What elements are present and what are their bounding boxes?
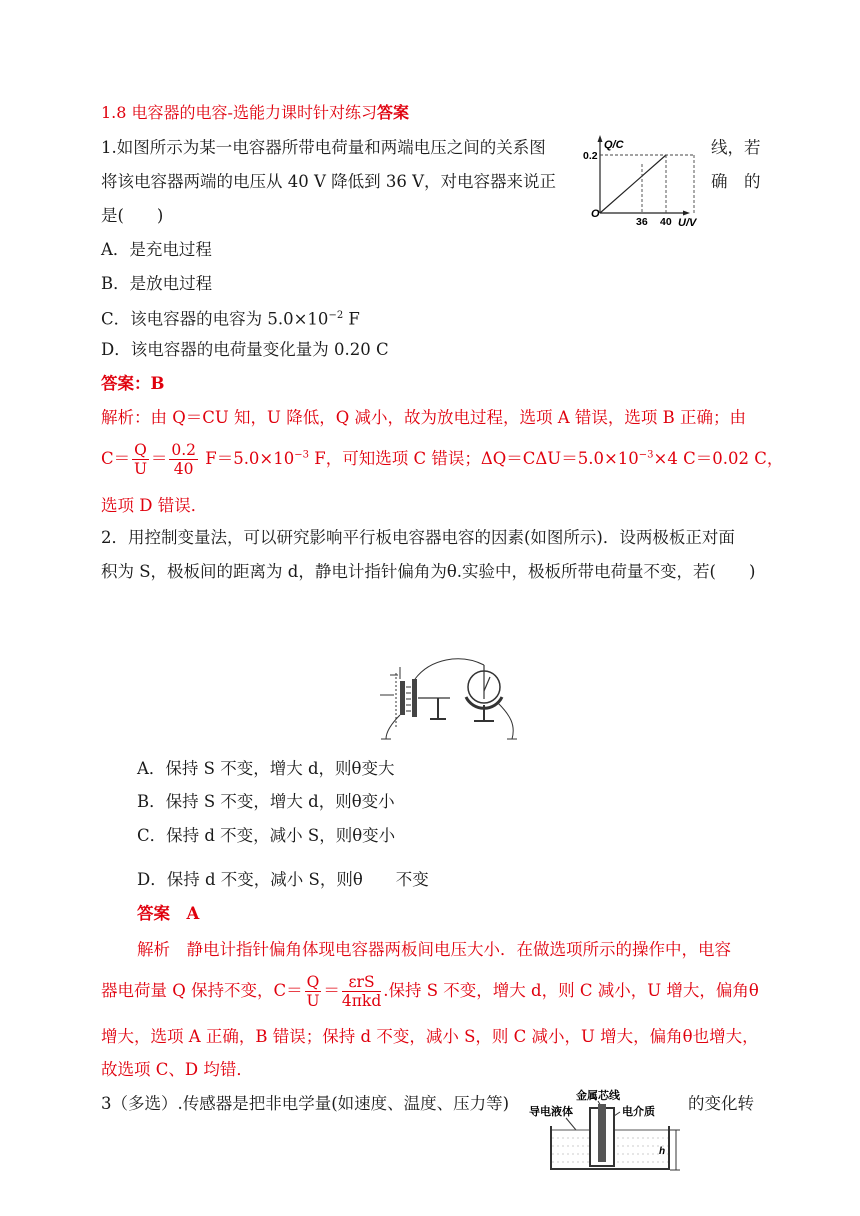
title-text: 1.8 电容器的电容-选能力课时针对练习 [101, 103, 377, 122]
q1-explanation-line-3: 选项 D 错误． [101, 496, 208, 515]
q3-label-dielectric: 电介质 [622, 1106, 655, 1118]
q1-exp2-post: ×4 C＝0.02 C， [653, 449, 784, 468]
frac-numerator: Q [306, 973, 320, 991]
fig-electrometer-needle [484, 677, 490, 691]
q3-label-h: h [659, 1146, 666, 1157]
q1-exp2-exponent-2: −3 [638, 449, 654, 461]
q1-exp2-mid2: F，可知选项 C 错误；ΔQ＝CΔU＝5.0×10 [309, 449, 639, 468]
frac-denominator: U [306, 992, 320, 1010]
q2-exp2-equals: ＝ [323, 981, 340, 1000]
q2-option-c: C．保持 d 不变，减小 S，则θ变小 [137, 826, 396, 845]
fig-wire [415, 659, 484, 679]
q2-exp2-post: .保持 S 不变，增大 d，则 C 减小，U 增大，偏角θ [383, 981, 759, 1000]
q2-fraction-q-over-u [305, 973, 322, 1010]
q3-stem-line-1: 3（多选）.传感器是把非电学量(如速度、温度、压力等) [101, 1094, 510, 1113]
q1-answer: 答案：B [101, 374, 165, 393]
q1-option-a: A．是充电过程 [101, 240, 212, 259]
q1-stem-line-1: 1.如图所示为某一电容器所带电荷量和两端电压之间的关系图 [101, 138, 546, 157]
q2-option-a: A．保持 S 不变，增大 d，则θ变大 [137, 759, 395, 778]
q1-exp2-mid: F＝5.0×10 [200, 449, 295, 468]
q3-container-bottom [550, 1168, 670, 1170]
frac-numerator: 0.2 [171, 441, 196, 459]
q1-graph-x-arrow [683, 211, 690, 216]
q1-option-c-unit: F [343, 309, 360, 329]
q1-option-c-text: C．该电容器的电容为 5.0×10 [101, 309, 329, 329]
q1-option-c-exponent: −2 [328, 310, 344, 321]
q2-explanation-line-4: 故选项 C、D 均错． [101, 1060, 253, 1079]
q1-fraction-q-over-u [132, 441, 149, 478]
q3-liquid-level-sensor-figure [528, 1086, 688, 1174]
fig-ground-wire-left [386, 715, 400, 739]
frac-denominator: 40 [173, 460, 194, 478]
frac-denominator: U [133, 460, 148, 478]
q3-stem-line-1-tail: 的变化转 [688, 1094, 754, 1113]
q2-capacitor-electrometer-figure [360, 655, 520, 745]
q1-option-c [101, 306, 360, 330]
q2-explanation-line-3: 增大，选项 A 正确，B 错误；保持 d 不变，减小 S，则 C 减小，U 增大，偏角θ也增大， [101, 1027, 759, 1046]
q1-graph-line [600, 155, 666, 213]
q3-container-right [668, 1126, 670, 1170]
q1-stem-line-2-tail: 确 的 [711, 172, 761, 191]
document-title [101, 103, 409, 123]
fig-plate-b [412, 679, 417, 717]
q3-container-left [550, 1126, 552, 1170]
q3-label-metal-core: 金属芯线 [576, 1090, 620, 1102]
q1-graph-xlabel: U/V [678, 217, 697, 228]
q1-option-d: D．该电容器的电荷量变化量为 0.20 C [101, 340, 389, 359]
q1-fraction-numeric [169, 441, 198, 478]
frac-numerator: Q [134, 441, 147, 459]
frac-numerator: εrS [342, 973, 381, 992]
q1-explanation-line-1: 解析：由 Q＝CU 知，U 降低，Q 减小，故为放电过程，选项 A 错误，选项 B 正确；由 [101, 408, 746, 427]
q1-graph-y-arrow [598, 135, 603, 142]
q1-exp2-exponent-1: −3 [294, 449, 310, 461]
q1-exp2-prefix: C＝ [101, 449, 131, 468]
q1-graph-origin: O [591, 208, 600, 220]
q1-explanation-line-2 [101, 441, 783, 478]
q1-graph-ytick: 0.2 [583, 150, 598, 162]
q1-graph-xtick-36: 36 [636, 216, 648, 228]
q1-stem-line-2: 将该电容器两端的电压从 40 V 降低到 36 V，对电容器来说正 [101, 172, 557, 191]
q1-exp2-equals: ＝ [150, 449, 168, 468]
q2-fraction-capacitance-formula [342, 973, 381, 1010]
q3-leader-liquid [566, 1118, 576, 1130]
q2-option-d: D．保持 d 不变，减小 S，则θ 不变 [137, 870, 429, 889]
q1-graph-xtick-40: 40 [660, 216, 672, 228]
q2-option-b: B．保持 S 不变，增大 d，则θ变小 [137, 792, 395, 811]
frac-denominator: 4πkd [341, 992, 382, 1010]
title-answer-suffix: 答案 [376, 103, 409, 122]
q1-stem-line-3: 是( ) [101, 206, 164, 225]
q2-answer: 答案 A [137, 904, 200, 923]
q2-explanation-line-1: 解析 静电计指针偏角体现电容器两板间电压大小．在做选项所示的操作中，电容 [137, 940, 731, 959]
q1-option-b: B．是放电过程 [101, 274, 213, 293]
q2-stem-line-2: 积为 S，极板间的距离为 d，静电计指针偏角为θ.实验中，极板所带电荷量不变，若( ) [101, 562, 756, 581]
q2-exp2-prefix: 器电荷量 Q 保持不变，C＝ [101, 981, 303, 1000]
q1-qu-graph [582, 133, 702, 228]
q3-label-conductive-liquid: 导电液体 [529, 1106, 573, 1118]
q1-graph-ylabel: Q/C [604, 139, 624, 151]
q3-metal-core [598, 1104, 606, 1162]
fig-plate-a [400, 681, 405, 715]
fig-ground-wire-right [498, 703, 513, 739]
q2-stem-line-1: 2．用控制变量法，可以研究影响平行板电容器电容的因素(如图所示)．设两极板正对面 [101, 528, 735, 547]
q1-stem-line-1-tail: 线，若 [711, 138, 761, 157]
q2-explanation-line-2 [101, 973, 759, 1010]
